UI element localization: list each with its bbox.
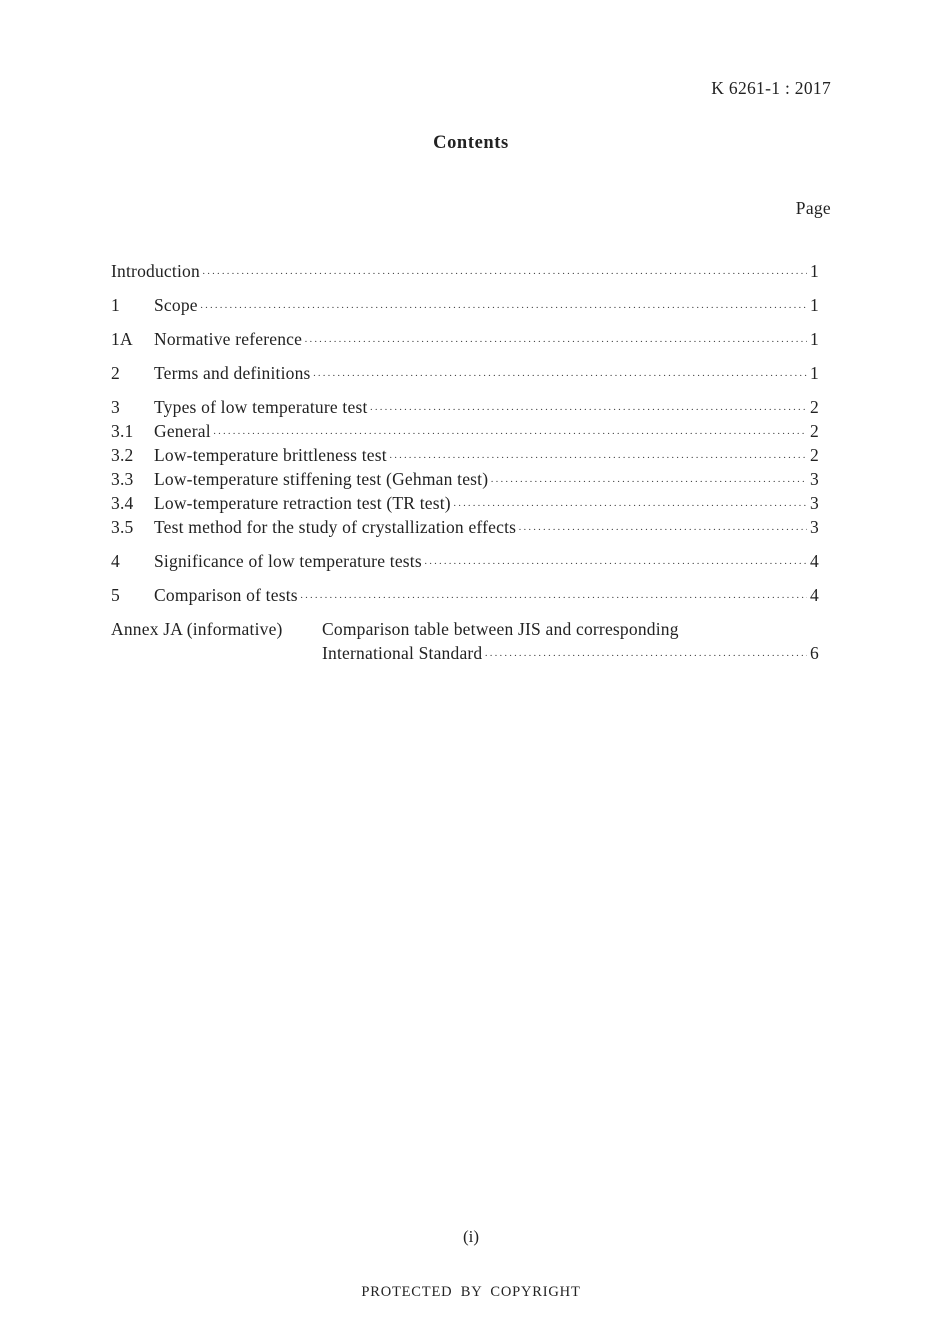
toc-entry-title: Low-temperature retraction test (TR test) — [154, 493, 451, 513]
toc-entry-comparison-of-tests[interactable] — [111, 583, 819, 607]
toc-entry-general[interactable] — [111, 419, 819, 443]
page-number: (i) — [462, 1227, 480, 1246]
toc-entry-page: 1 — [810, 363, 819, 383]
toc-entry-title: Test method for the study of crystallization effects — [154, 517, 517, 537]
toc-entry-title: Terms and definitions — [154, 363, 311, 383]
toc-entry-normative-reference[interactable] — [111, 327, 819, 351]
toc-entry-title: Low-temperature stiffening test (Gehman test) — [154, 469, 489, 489]
toc-entry-retraction-test[interactable] — [111, 491, 819, 515]
copyright-notice: PROTECTED BY COPYRIGHT — [361, 1284, 581, 1300]
toc-entry-scope[interactable] — [111, 293, 819, 317]
dot-leader — [484, 644, 807, 668]
dot-leader — [300, 586, 807, 610]
toc-entry-number: 3.1 — [111, 421, 134, 441]
annex-title-line1: Comparison table between JIS and corresponding — [322, 619, 679, 639]
toc-entry-significance[interactable] — [111, 549, 819, 573]
dot-leader — [370, 398, 807, 422]
toc-entry-number: 5 — [111, 585, 120, 605]
toc-entry-title: Low-temperature brittleness test — [154, 445, 387, 465]
toc-entry-page: 4 — [810, 551, 819, 571]
toc-entry-brittleness-test[interactable] — [111, 443, 819, 467]
toc-entry-page: 2 — [810, 421, 819, 441]
toc-entry-types-of-low-temperature-test[interactable] — [111, 395, 819, 419]
toc-entry-introduction[interactable] — [111, 259, 819, 283]
toc-entry-title: Scope — [154, 295, 198, 315]
annex-title-line2: International Standard — [322, 643, 483, 663]
contents-title: Contents — [433, 133, 509, 153]
toc-entry-number: 1 — [111, 295, 120, 315]
dot-leader — [424, 552, 807, 576]
toc-entry-page: 1 — [810, 295, 819, 315]
toc-entry-title: Comparison of tests — [154, 585, 298, 605]
dot-leader — [518, 518, 807, 542]
toc-entry-stiffening-test[interactable] — [111, 467, 819, 491]
toc-entry-page: 1 — [810, 329, 819, 349]
page-column-heading: Page — [795, 198, 831, 218]
standard-number: K 6261-1 : 2017 — [711, 78, 831, 98]
toc-entry-annex-ja-continued[interactable] — [111, 641, 819, 665]
toc-entry-crystallization-effects[interactable] — [111, 515, 819, 539]
toc-entry-annex-ja[interactable] — [111, 617, 819, 641]
toc-entry-number: 3.4 — [111, 493, 134, 513]
toc-entry-title: General — [154, 421, 211, 441]
toc-entry-title: Introduction — [111, 261, 200, 281]
toc-entry-page: 4 — [810, 585, 819, 605]
dot-leader — [490, 470, 807, 494]
toc-entry-page: 3 — [810, 517, 819, 537]
toc-entry-title: Types of low temperature test — [154, 397, 368, 417]
annex-label: Annex JA (informative) — [111, 619, 283, 639]
dot-leader — [200, 296, 807, 320]
toc-entry-number: 3 — [111, 397, 120, 417]
dot-leader — [202, 262, 807, 286]
toc-entry-page: 3 — [810, 469, 819, 489]
toc-entry-page: 2 — [810, 397, 819, 417]
toc-entry-page: 3 — [810, 493, 819, 513]
toc-entry-number: 1A — [111, 329, 133, 349]
toc-entry-title: Significance of low temperature tests — [154, 551, 422, 571]
toc-entry-number: 2 — [111, 363, 120, 383]
toc-entry-number: 3.5 — [111, 517, 134, 537]
toc-entry-terms-and-definitions[interactable] — [111, 361, 819, 385]
annex-page: 6 — [810, 643, 819, 663]
toc-entry-number: 3.2 — [111, 445, 134, 465]
toc-entry-page: 1 — [810, 261, 819, 281]
dot-leader — [313, 364, 807, 388]
table-of-contents — [111, 259, 819, 665]
toc-entry-title: Normative reference — [154, 329, 303, 349]
toc-entry-number: 4 — [111, 551, 120, 571]
toc-entry-page: 2 — [810, 445, 819, 465]
toc-entry-number: 3.3 — [111, 469, 134, 489]
dot-leader — [304, 330, 807, 354]
